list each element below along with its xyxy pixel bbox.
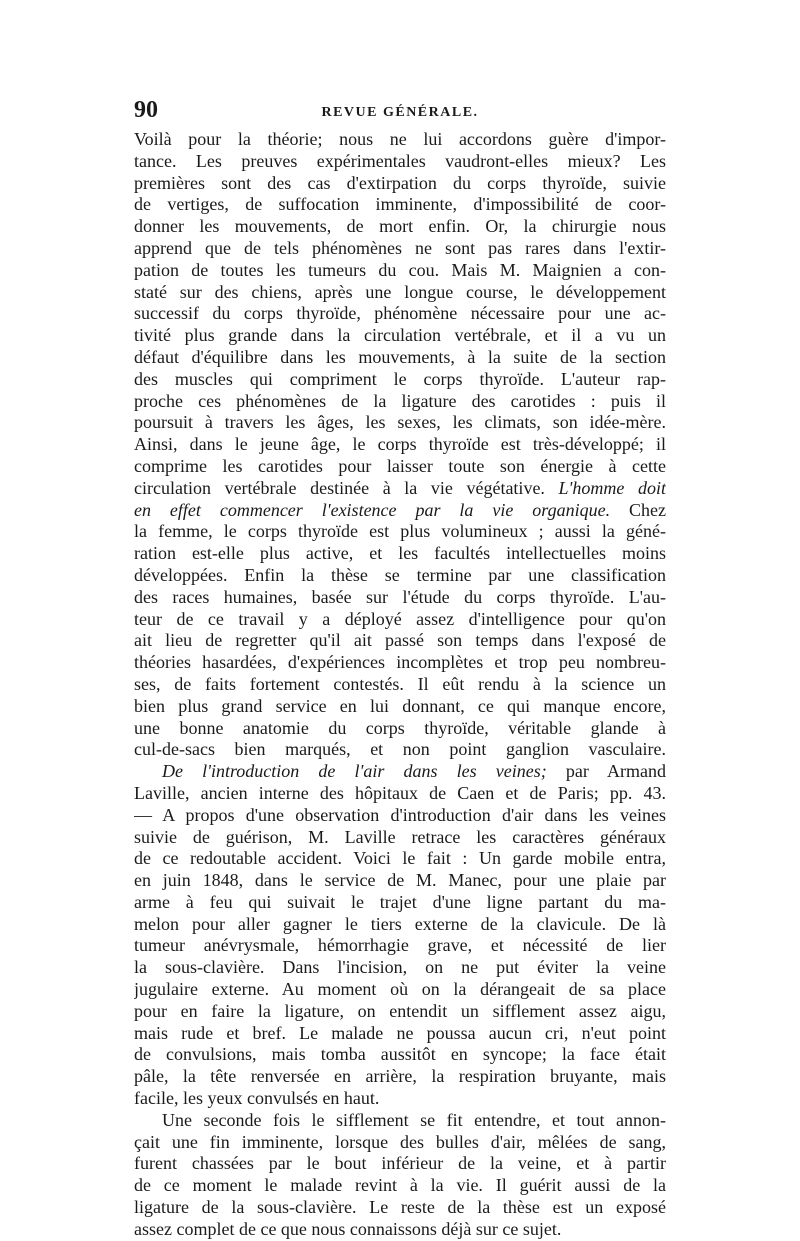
text-line: pour en faire la ligature, on entendit un sifflement assez aigu, — [134, 1000, 666, 1021]
text-line: de vertiges, de suffocation imminente, d'impossibilité de coor- — [134, 194, 666, 215]
text-line: théories hasardées, d'expériences incomplètes et trop peu nombreu- — [134, 652, 666, 673]
text-line: mais rude et bref. Le malade ne poussa aucun cri, n'eut point — [134, 1022, 666, 1043]
text-line: facile, les yeux convulsés en haut. — [134, 1088, 380, 1109]
text-line: développées. Enfin la thèse se termine par une classification — [134, 564, 666, 585]
text-line: une bonne anatomie du corps thyroïde, véritable glande à — [134, 717, 666, 738]
text-line: de ce redoutable accident. Voici le fait : Un garde mobile entra, — [134, 848, 666, 869]
text-line — [134, 478, 666, 500]
text-line: ration est-elle plus active, et les facultés intellectuelles moins — [134, 543, 666, 564]
article-title: De l'introduction de l'air dans les veines; — [162, 761, 547, 782]
text-line: ait lieu de regretter qu'il ait passé son temps dans l'exposé de — [134, 630, 666, 651]
body-text — [134, 129, 666, 1241]
text-line: de ce moment le malade revint à la vie. Il guérit aussi de la — [134, 1175, 666, 1196]
italic-phrase: en effet commencer l'existence par la vie organique. — [134, 499, 611, 520]
text-line: bien plus grand service en lui donnant, ce qui manque encore, — [134, 695, 666, 716]
text-line: la sous-clavière. Dans l'incision, on ne put éviter la veine — [134, 957, 666, 978]
page-number: 90 — [134, 97, 158, 123]
text-line: proche ces phénomènes de la ligature des carotides : puis il — [134, 390, 666, 411]
text-line — [134, 500, 666, 522]
text-line: çait une fin imminente, lorsque des bulles d'air, mêlées de sang, — [134, 1131, 666, 1152]
text-line: ses, de faits fortement contestés. Il eût rendu à la science un — [134, 673, 666, 694]
text-line: en juin 1848, dans le service de M. Manec, pour une plaie par — [134, 870, 666, 891]
text-line: Laville, ancien interne des hôpitaux de Caen et de Paris; pp. 43. — [134, 782, 666, 803]
text-line: melon pour aller gagner le tiers externe de la clavicule. De là — [134, 913, 666, 934]
text-line: poursuit à travers les âges, les sexes, les climats, son idée-mère. — [134, 412, 666, 433]
text-line: des races humaines, basée sur l'étude du corps thyroïde. L'au- — [134, 586, 666, 607]
text-line: comprime les carotides pour laisser toute son énergie à cette — [134, 455, 666, 476]
text-line — [134, 761, 666, 783]
text-segment: par Armand — [565, 761, 666, 782]
text-line: premières sont des cas d'extirpation du corps thyroïde, suivie — [134, 172, 666, 193]
text-line: furent chassées par le bout inférieur de la veine, et à partir — [134, 1153, 666, 1174]
text-line: la femme, le corps thyroïde est plus volumineux ; aussi la géné- — [134, 521, 666, 542]
text-line: staté sur des chiens, après une longue course, le développement — [134, 281, 666, 302]
text-line: tance. Les preuves expérimentales vaudront-elles mieux? Les — [134, 150, 666, 171]
text-line: — A propos d'une observation d'introduction d'air dans les veines — [134, 804, 666, 825]
running-head: REVUE GÉNÉRALE. — [321, 105, 479, 120]
text-line: donner les mouvements, de mort enfin. Or, la chirurgie nous — [134, 216, 666, 237]
text-line: tivité plus grande dans la circulation vertébrale, et il a vu un — [134, 325, 666, 346]
text-line: Voilà pour la théorie; nous ne lui accordons guère d'impor- — [134, 129, 666, 149]
text-line: suivie de guérison, M. Laville retrace les caractères généraux — [134, 826, 666, 847]
text-line: successif du corps thyroïde, phénomène nécessaire pour une ac- — [134, 303, 666, 324]
text-line: pation de toutes les tumeurs du cou. Mais M. Maignien a con- — [134, 259, 666, 280]
text-line: jugulaire externe. Au moment où on la dérangeait de sa place — [134, 979, 666, 1000]
italic-phrase: L'homme doit — [558, 477, 666, 498]
text-line: cul-de-sacs bien marqués, et non point ganglion vasculaire. — [134, 739, 666, 760]
text-line: des muscles qui compriment le corps thyroïde. L'auteur rap- — [134, 368, 666, 389]
text-line: tumeur anévrysmale, hémorrhagie grave, et nécessité de lier — [134, 935, 666, 956]
text-line: ligature de la sous-clavière. Le reste de la thèse est un exposé — [134, 1197, 666, 1218]
text-segment: Chez — [629, 499, 666, 520]
text-line: défaut d'équilibre dans les mouvements, à la suite de la section — [134, 346, 666, 367]
text-line: teur de ce travail y a déployé assez d'intelligence pour qu'on — [134, 608, 666, 629]
text-line: apprend que de tels phénomènes ne sont pas rares dans l'extir- — [134, 237, 666, 258]
text-line: de convulsions, mais tomba aussitôt en syncope; la face était — [134, 1044, 666, 1065]
text-line: assez complet de ce que nous connaissons déjà sur ce sujet. — [134, 1218, 562, 1239]
document-page — [134, 96, 666, 1239]
text-line: Ainsi, dans le jeune âge, le corps thyroïde est très-développé; il — [134, 434, 666, 455]
text-line: pâle, la tête renversée en arrière, la respiration bruyante, mais — [134, 1066, 666, 1087]
text-segment: circulation vertébrale destinée à la vie végétative. — [134, 477, 545, 498]
text-line: arme à feu qui suivait le trajet d'une ligne partant du ma- — [134, 891, 666, 912]
text-line: Une seconde fois le sifflement se fit entendre, et tout annon- — [162, 1109, 666, 1130]
